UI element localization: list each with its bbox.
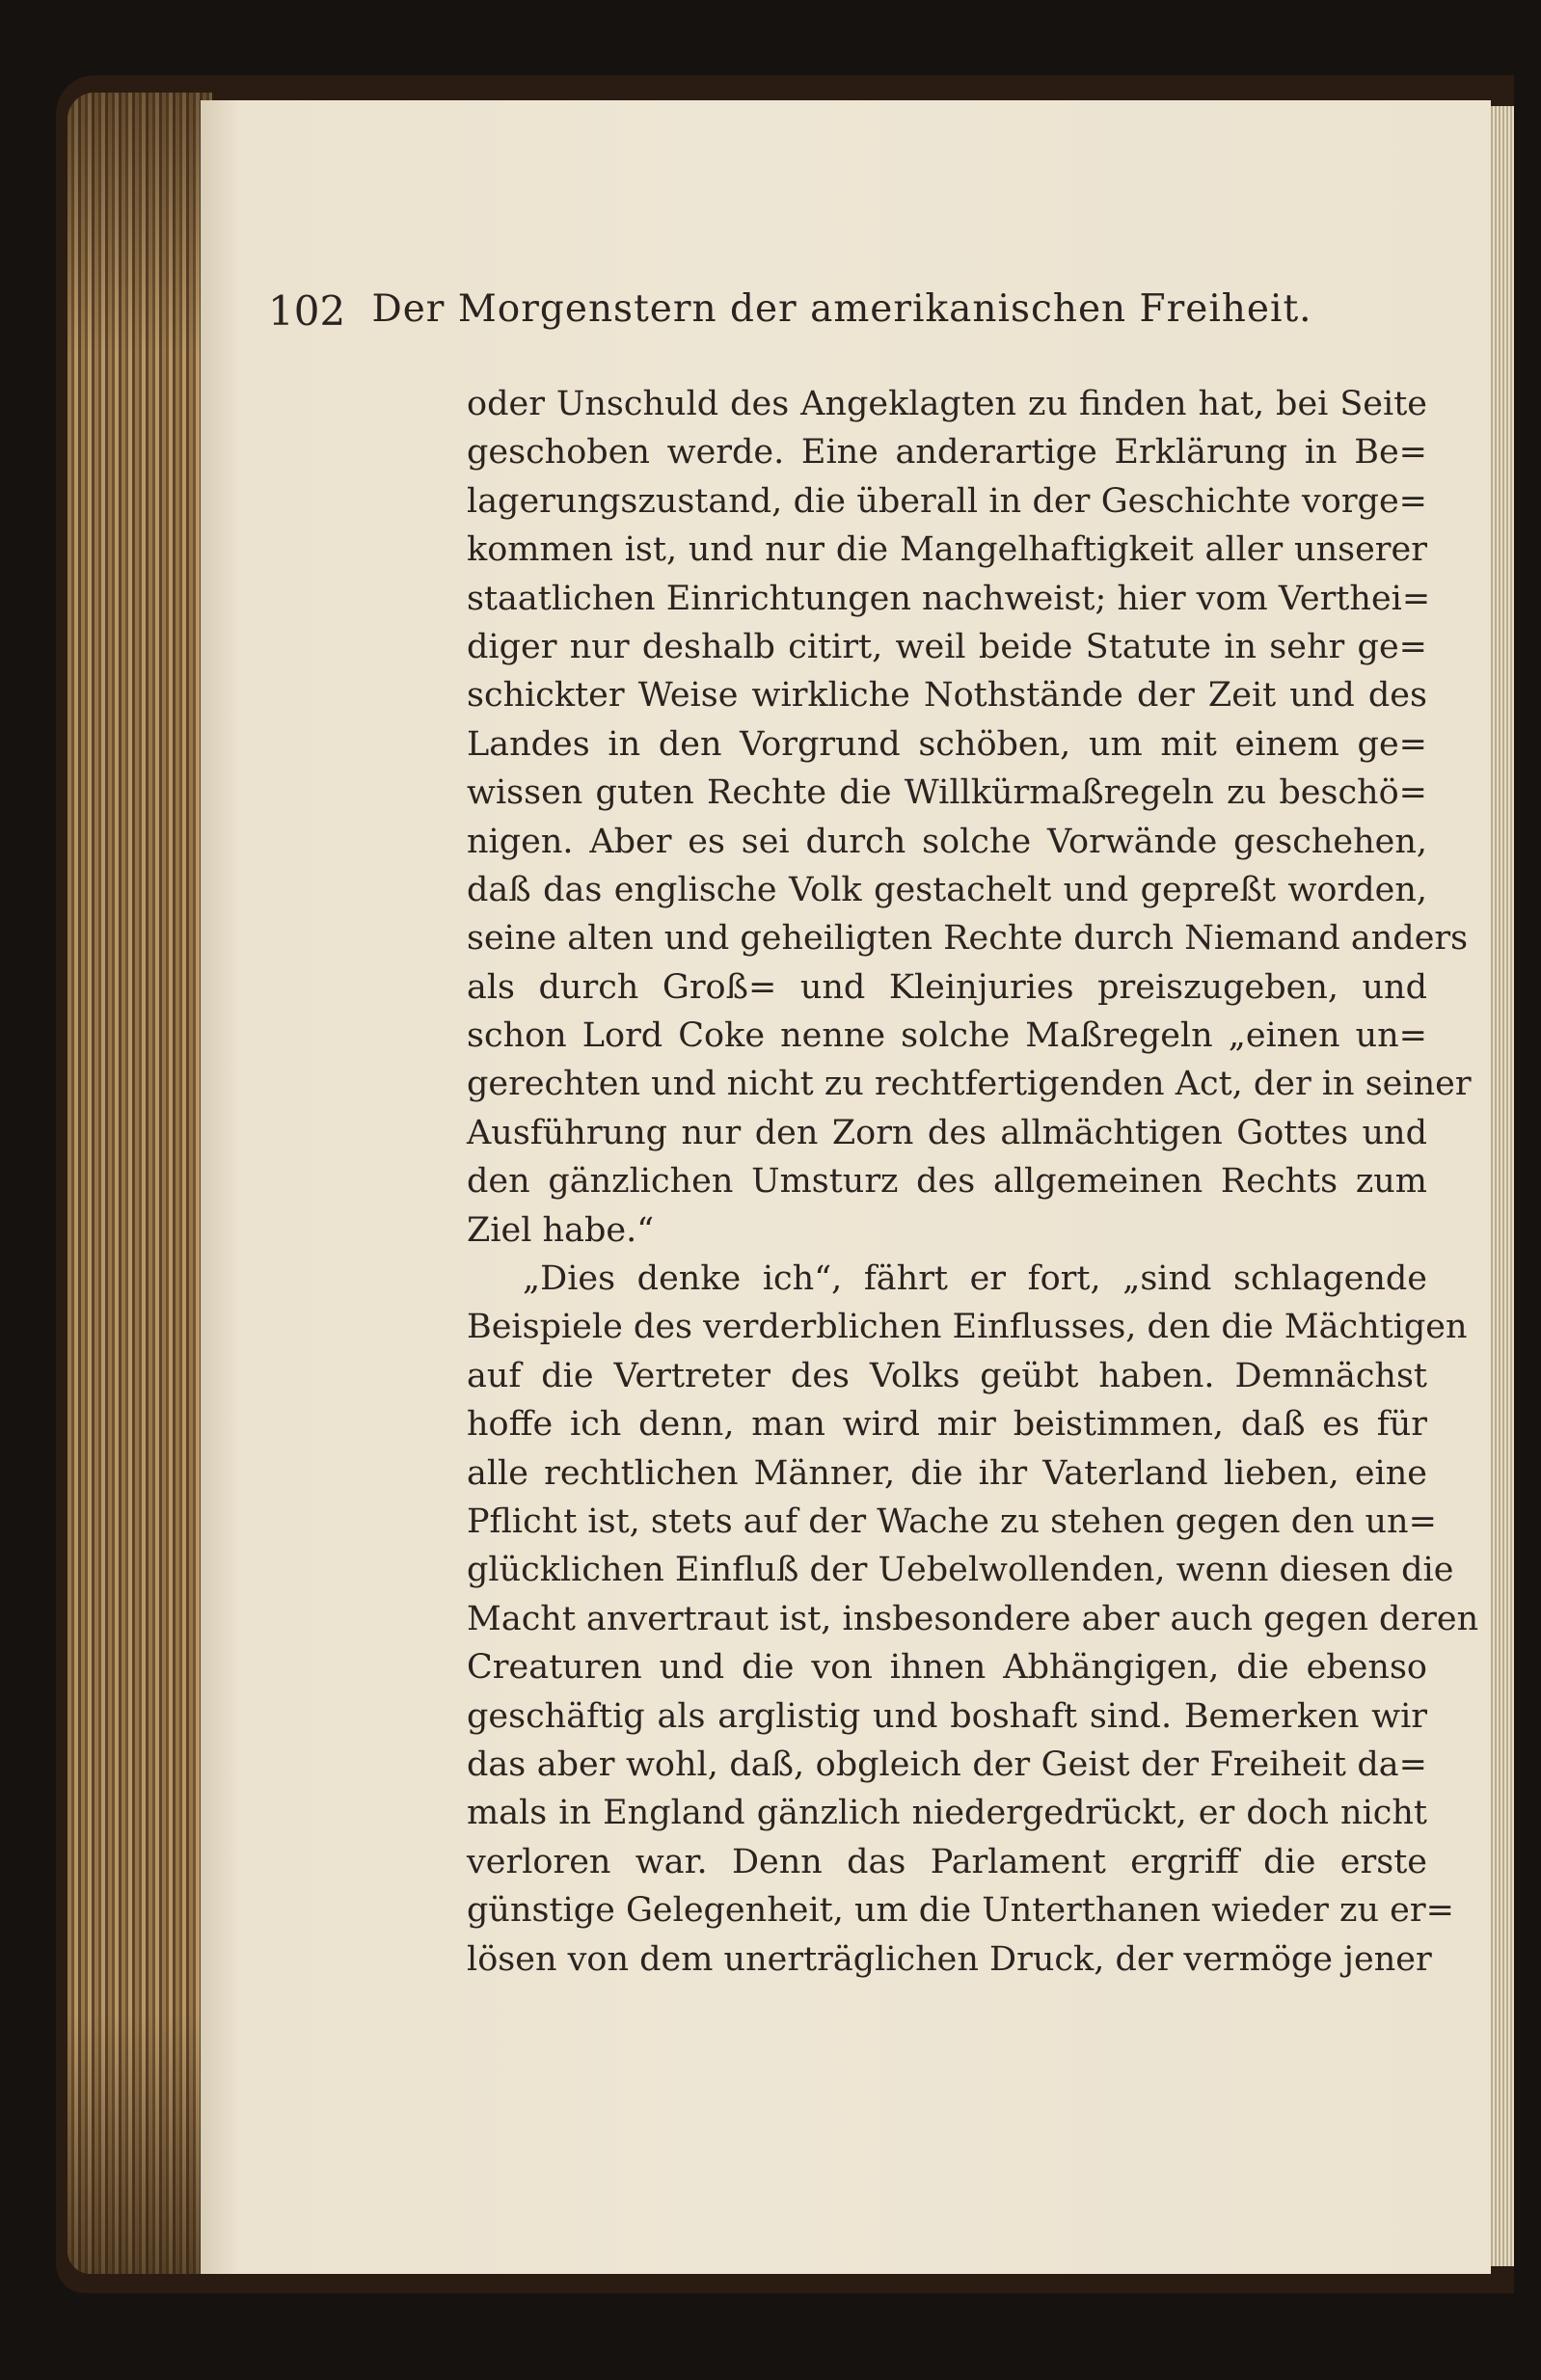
text-line: geschäftig als arglistig und boshaft sind. Bemerken wir bbox=[467, 1696, 1427, 1736]
text-line: das aber wohl, daß, obgleich der Geist der Freiheit da= bbox=[467, 1744, 1427, 1784]
text-line: oder Unschuld des Angeklagten zu finden hat, bei Seite bbox=[467, 385, 1427, 423]
page-number: 102 bbox=[268, 287, 346, 335]
text-line: als durch Groß= und Kleinjuries preiszugeben, und bbox=[467, 967, 1427, 1007]
text-line: den gänzlichen Umsturz des allgemeinen Rechts zum bbox=[467, 1162, 1427, 1202]
text-line: Creaturen und die von ihnen Abhängigen, die ebenso bbox=[467, 1648, 1427, 1688]
body-text bbox=[467, 380, 1479, 1984]
text-line: alle rechtlichen Männer, die ihr Vaterland lieben, eine bbox=[467, 1453, 1427, 1493]
text-line: gerechten und nicht zu rechtfertigenden Act, der in seiner bbox=[467, 1065, 1472, 1104]
text-line: schickter Weise wirkliche Nothstände der Zeit und des bbox=[467, 676, 1427, 716]
text-line: Ausführung nur den Zorn des allmächtigen Gottes und bbox=[467, 1113, 1427, 1152]
text-line: wissen guten Rechte die Willkürmaßregeln zu beschö= bbox=[467, 773, 1427, 813]
text-line: Pflicht ist, stets auf der Wache zu stehen gegen den un= bbox=[467, 1501, 1437, 1541]
text-line: „Dies denke ich“, fährt er fort, „sind schlagende bbox=[523, 1259, 1427, 1299]
text-line: Macht anvertraut ist, insbesondere aber auch gegen deren bbox=[467, 1599, 1479, 1638]
text-line: staatlichen Einrichtungen nachweist; hier vom Verthei= bbox=[467, 579, 1431, 618]
text-line: kommen ist, und nur die Mangelhaftigkeit aller unserer bbox=[467, 530, 1427, 570]
text-line: auf die Vertreter des Volks geübt haben. Demnächst bbox=[467, 1356, 1427, 1395]
text-line: verloren war. Denn das Parlament ergriff die erste bbox=[467, 1842, 1427, 1881]
text-line: mals in England gänzlich niedergedrückt, er doch nicht bbox=[467, 1794, 1427, 1833]
page-edges bbox=[68, 93, 212, 2274]
text-line: schon Lord Coke nenne solche Maßregeln „einen un= bbox=[467, 1016, 1427, 1056]
text-line: nigen. Aber es sei durch solche Vorwände geschehen, bbox=[467, 822, 1427, 861]
text-line: hoffe ich denn, man wird mir beistimmen, daß es für bbox=[467, 1405, 1427, 1445]
text-line: seine alten und geheiligten Rechte durch Niemand anders bbox=[467, 919, 1469, 959]
running-title: Der Morgenstern der amerikanischen Freiheit. bbox=[371, 287, 1312, 331]
text-line: glücklichen Einfluß der Uebelwollenden, wenn diesen die bbox=[467, 1551, 1454, 1590]
page-header bbox=[268, 287, 1329, 335]
text-line: lagerungszustand, die überall in der Geschichte vorge= bbox=[467, 481, 1427, 521]
text-line: günstige Gelegenheit, um die Unterthanen wieder zu er= bbox=[467, 1891, 1454, 1931]
text-line: lösen von dem unerträglichen Druck, der vermöge jener bbox=[467, 1939, 1432, 1979]
text-line: geschoben werde. Eine anderartige Erklärung in Be= bbox=[467, 433, 1427, 473]
text-line: Ziel habe.“ bbox=[467, 1210, 655, 1250]
text-line: daß das englische Volk gestachelt und gepreßt worden, bbox=[467, 870, 1427, 909]
text-line: Beispiele des verderblichen Einflusses, den die Mächtigen bbox=[467, 1308, 1468, 1347]
text-line: diger nur deshalb citirt, weil beide Statute in sehr ge= bbox=[467, 627, 1427, 666]
text-line: Landes in den Vorgrund schöben, um mit einem ge= bbox=[467, 724, 1427, 764]
